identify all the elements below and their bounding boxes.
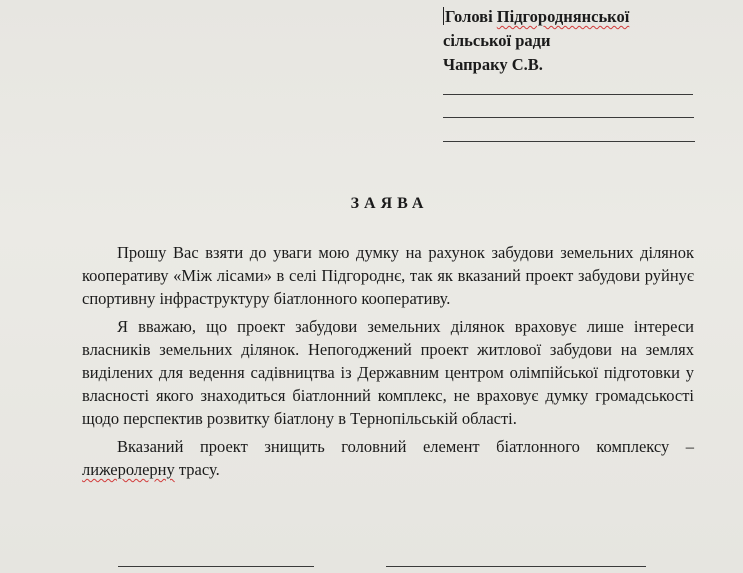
paragraph-2: Я вважаю, що проект забудови земельних ділянок враховує лише інтереси власників земельних ділянок. Непогоджений проект житлової забудови на землях виділених для ведення садівництва із Державним центром олімпійської підготовки у власності якого знаходиться біатлонний комплекс, не враховує думку громадськості щодо перспектив розвитку біатлону в Тернопільській області. — [82, 316, 694, 429]
paragraph-1: Прошу Вас взяти до уваги мою думку на рахунок забудови земельних ділянок кооперативу «Між лісами» в селі Підгороднє, так як вказаний проект забудови руйнує спортивну інфраструктуру біатлонного кооперативу. — [82, 243, 694, 309]
sender-blank-line-2 — [443, 117, 694, 118]
document-body — [82, 241, 694, 481]
addressee-prefix: Голові — [445, 7, 497, 26]
addressee-block — [443, 5, 703, 77]
addressee-line-1 — [443, 5, 703, 29]
misspelled-word: лижеролерну — [82, 459, 175, 479]
paragraph-3 — [82, 435, 694, 481]
sender-blank-line-3 — [443, 141, 695, 142]
sender-blank-line-1 — [443, 94, 693, 95]
signature-blank-line — [386, 566, 646, 567]
addressee-line-2: сільської ради — [443, 31, 551, 50]
text-cursor — [443, 7, 444, 25]
addressee-village-name: Підгороднянської — [496, 7, 630, 26]
paragraph-3-end: трасу. — [174, 459, 220, 479]
addressee-line-3: Чапраку С.В. — [443, 55, 543, 74]
date-blank-line — [118, 566, 314, 567]
document-title: ЗАЯВА — [350, 195, 429, 212]
paragraph-3-start: Вказаний проект знищить головний елемент біатлонного комплексу – — [117, 436, 694, 456]
